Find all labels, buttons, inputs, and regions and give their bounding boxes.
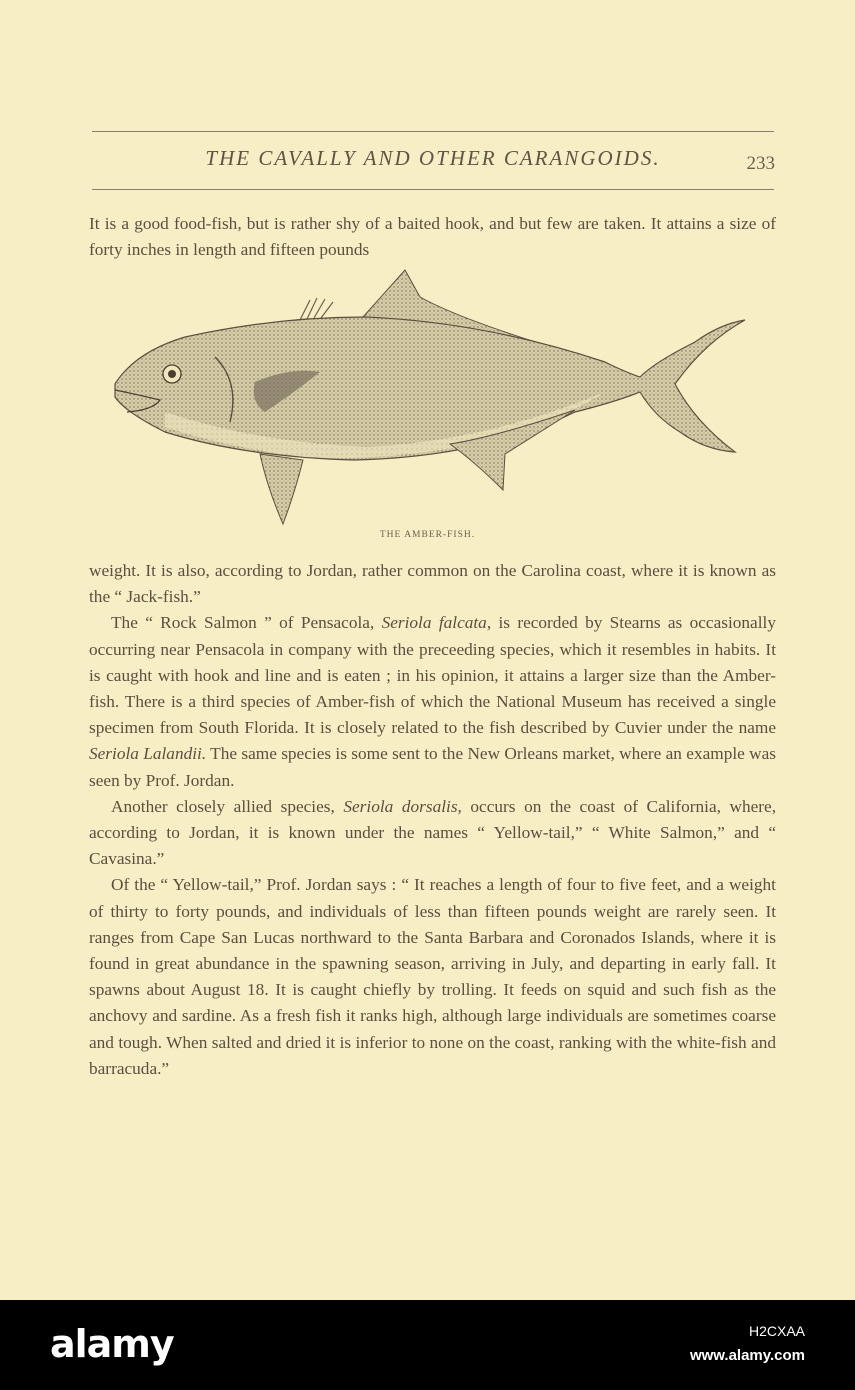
header-bottom-rule: [92, 189, 774, 190]
amber-fish-illustration: [105, 262, 755, 532]
paragraph-2: [89, 610, 776, 793]
figure-caption: THE AMBER-FISH.: [379, 530, 476, 540]
stock-site-url: www.alamy.com: [689, 1347, 805, 1364]
alamy-logo: alamy: [50, 1322, 174, 1366]
scientific-name-seriola-lalandii: Seriola Lalandii.: [89, 744, 207, 764]
scientific-name-seriola-dorsalis: Seriola dorsalis,: [343, 796, 462, 816]
running-title: THE CAVALLY AND OTHER CARANGOIDS.: [205, 146, 661, 170]
paragraph-top: It is a good food-fish, but is rather shy of a baited hook, and but few are taken. It attains a size of forty inches in length and fifteen pounds: [89, 214, 776, 260]
paragraph-1: weight. It is also, according to Jordan, rather common on the Carolina coast, where it is known as the “ Jack-fish.”: [89, 561, 776, 607]
paragraph-2-part-c: The same species is some sent to the New Orleans market, where an example was seen by Prof. Jordan.: [89, 744, 777, 790]
paragraph-3: [89, 794, 776, 873]
stock-image-id: H2CXAA: [748, 1323, 805, 1339]
page-number: 233: [746, 153, 775, 174]
body-text-top: [89, 211, 776, 263]
paragraph-2-part-b: is recorded by Stearns as occasionally occurring near Pensacola in company with the preceeding species, which it resembles in habits. It is caught with hook and line and is eaten ; in his opinion, it attains a larger size than the Amber-fish. There is a third species of Amber-fish of which the National Museum has received a single specimen from South Florida. It is closely related to the fish described by Cuvier under the name: [89, 613, 776, 738]
header-top-rule: [92, 131, 774, 132]
paragraph-3-part-b: occurs on the coast of California, where, according to Jordan, it is known under the names “ Yellow-tail,” “ White Salmon,” and “ Cavasina.”: [89, 796, 777, 869]
paragraph-2-part-a: The “ Rock Salmon ” of Pensacola,: [111, 613, 382, 633]
scientific-name-seriola-falcata: Seriola falcata,: [381, 613, 492, 633]
paragraph-3-part-a: Another closely allied species,: [111, 796, 344, 816]
paragraph-4: Of the “ Yellow-tail,” Prof. Jordan says : “ It reaches a length of four to five feet, and a weight of thirty to forty pounds, and individuals of less than fifteen pounds weight are rarely seen. It ranges from Cape San Lucas northward to the Santa Barbara and Coronados Islands, where it is found in great abundance in the spawning season, arriving in July, and departing in early fall. It spawns about August 18. It is caught chiefly by trolling. It feeds on squid and such fish as the anchovy and sardine. As a fresh fish it ranks high, although large individuals are sometimes coarse and tough. When salted and dried it is inferior to none on the coast, ranking with the white-fish and barracuda.”: [89, 875, 776, 1078]
body-text-main: [89, 558, 776, 1082]
